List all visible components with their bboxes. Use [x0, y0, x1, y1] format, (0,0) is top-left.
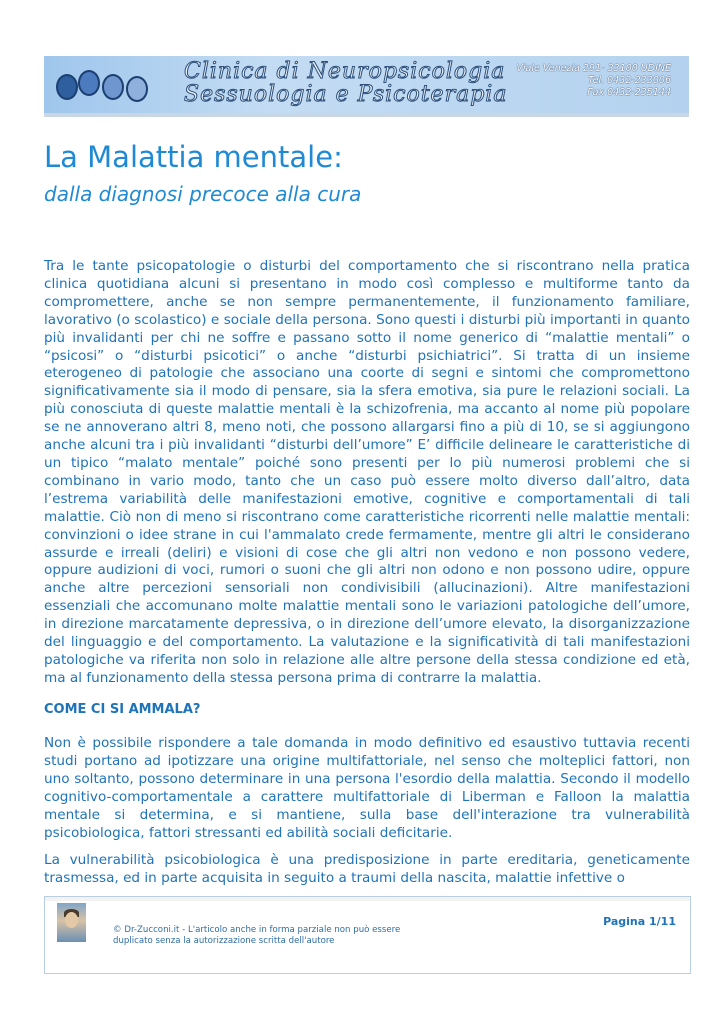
page-footer	[44, 896, 691, 974]
clinic-address: Viale Venezia 291- 33100 UDINE	[516, 63, 671, 74]
paragraph-vulnerability: La vulnerabilità psicobiologica è una predisposizione in parte ereditaria, geneticamente trasmessa, ed in parte acquisita in seguito a traumi della nascita, malattie infettive o	[44, 852, 690, 886]
clinic-phone: Tel. 0432-233006	[587, 75, 671, 86]
section-heading: COME CI SI AMMALA?	[44, 702, 201, 717]
document-title: La Malattia mentale:	[44, 140, 343, 174]
document-subtitle: dalla diagnosi precoce alla cura	[44, 182, 362, 206]
clinic-name-line2: Sessuologia e Psicoterapia	[184, 82, 508, 107]
copyright-notice: © Dr-Zucconi.it - L'articolo anche in forma parziale non può essere duplicato senza la autorizzazione scritta dell'autore	[113, 925, 401, 946]
paragraph-causes: Non è possibile rispondere a tale domanda in modo definitivo ed esaustivo tuttavia recenti studi portano ad ipotizzare una origine multifattoriale, nel senso che molteplici fattori, non uno soltanto, possono determinare in una persona l'esordio della malattia. Secondo il modello cognitivo-comportamentale a carattere multifattoriale di Liberman e Falloon la malattia mentale si determina, e si mantiene, sulla base dell'interazione tra vulnerabilità psicobiologica, fattori stressanti ed abilità sociali deficitarie.	[44, 735, 690, 841]
page-number: Pagina 1/11	[603, 915, 676, 928]
banner-shadow	[44, 113, 689, 117]
paragraph-intro: Tra le tante psicopatologie o disturbi del comportamento che si riscontrano nella pratica clinica quotidiana alcuni si presentano in modo così complesso e multiforme tanto da compromettere, anche se non sempre permanentemente, il funzionamento familiare, lavorativo (o scolastico) e sociale della persona. Sono questi i disturbi più importanti in quanto più invalidanti per chi ne soffre e passano sotto il nome generico di “malattie mentali” o “psicosi” o “disturbi psicotici” o anche “disturbi psichiatrici”. Si tratta di un insieme eterogeneo di patologie che associano una coorte di segni e sintomi che compromettono significativamente sia il modo di pensare, sia la sfera emotiva, sia pure le relazioni sociali. La più conosciuta di queste malattie mentali è la schizofrenia, ma accanto al nome più popolare se ne annoverano altri 8, meno noti, che possono allargarsi fino a più di 10, se si aggiungono anche alcuni tra i più invalidanti “disturbi dell’umore” E’ difficile delineare le caratteristiche di un tipico “malato mentale” poiché sono presenti per lo più numerosi problemi che si combinano in vario modo, tanto che un caso può essere molto diverso dall’altro, data l’estrema variabilità delle manifestazioni emotive, cognitive e comportamentali di tali malattie. Ciò non di meno si riscontrano come caratteristiche ricorrenti nelle malattie mentali: convinzioni o idee strane in cui l'ammalato crede fermamente, mentre gli altri le considerano assurde e irreali (deliri) e visioni di cose che gli altri non vedono e non possono vedere, oppure audizioni di voci, rumori o suoni che gli altri non odono e non possono udire, oppure anche altre percezioni sensoriali non condivisibili (allucinazioni). Altre manifestazioni essenziali che accomunano molte malattie mentali sono le variazioni patologiche dell’umore, in direzione marcatamente depressiva, o in direzione dell’umore elevato, la disorganizzazione del linguaggio e del comportamento. La valutazione e la significatività di tali manifestazioni patologiche va riferita non solo in relazione alle altre persone della stessa condizione ed età, ma al funzionamento della stessa persona prima di contrarre la malattia.	[44, 258, 690, 686]
clinic-fax: Fax 0432-235144	[587, 87, 671, 98]
author-photo-icon	[57, 903, 86, 942]
footer-top-strip	[45, 897, 690, 901]
people-heads-logo-icon	[56, 62, 166, 108]
clinic-name-line1: Clinica di Neuropsicologia	[184, 59, 506, 84]
header-banner	[44, 56, 689, 116]
